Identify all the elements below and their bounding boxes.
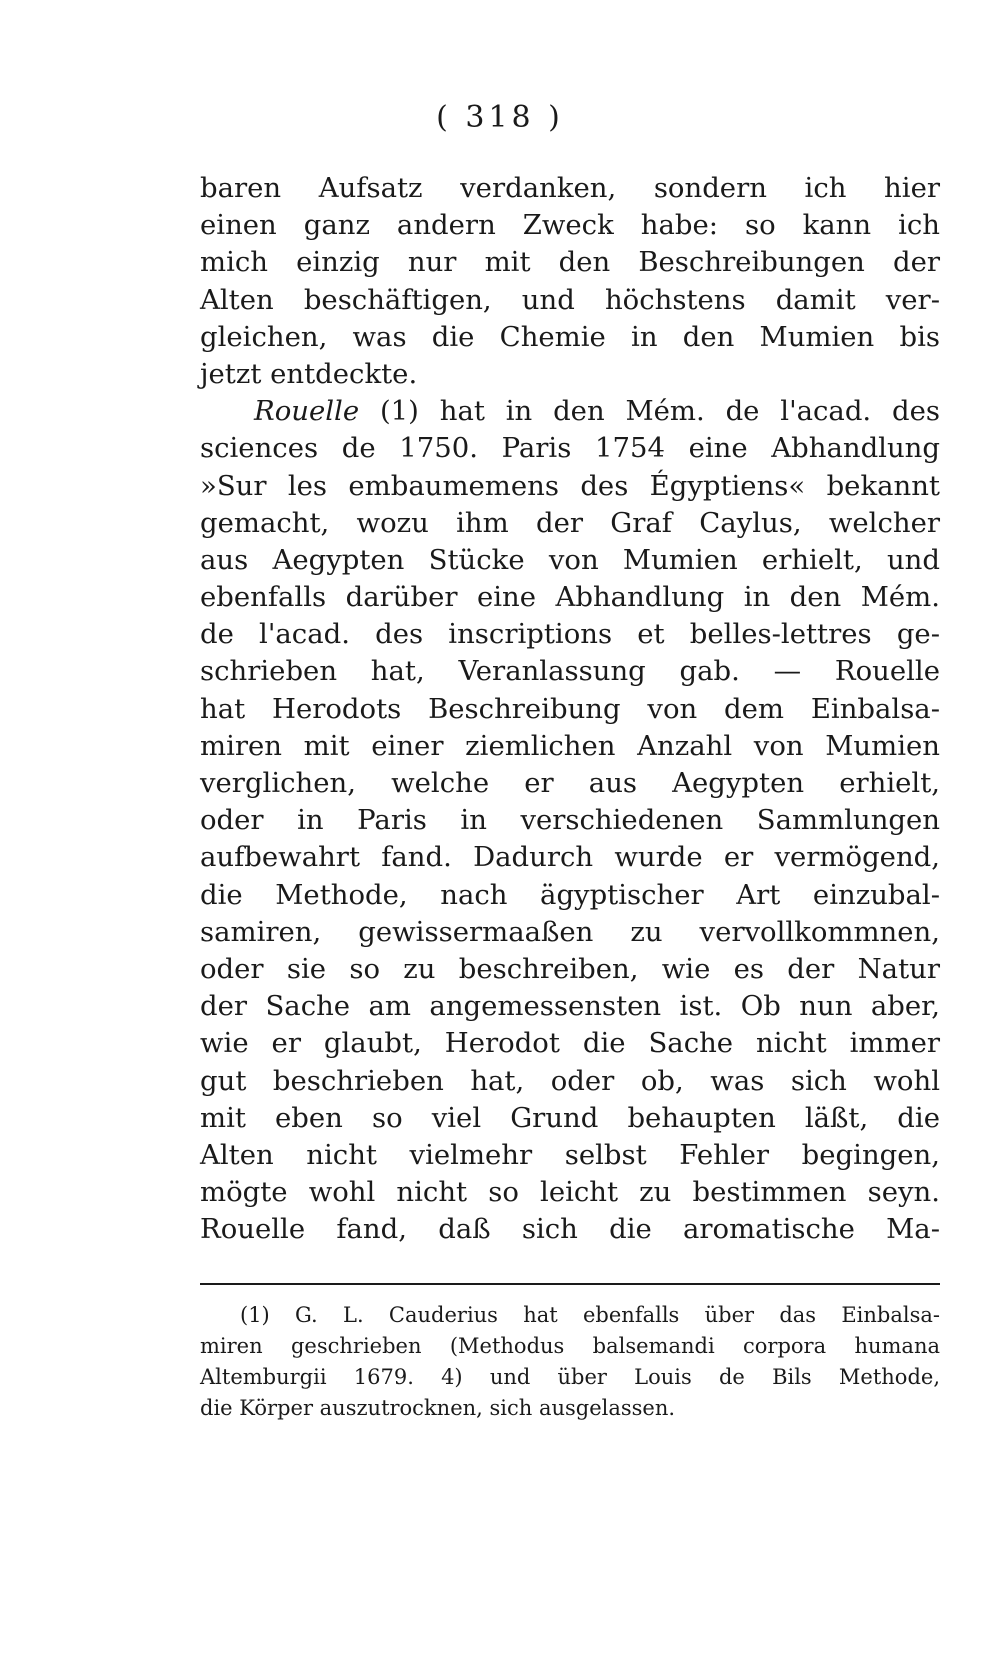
text-line: oder sie so zu beschreiben, wie es der Natur <box>200 952 940 985</box>
text-line: aufbewahrt fand. Dadurch wurde er vermögend, <box>200 841 940 874</box>
text-line: ebenfalls darüber eine Abhandlung in den Mém. <box>200 581 940 614</box>
text-line-rouelle <box>200 393 940 430</box>
text-line: Alten beschäftigen, und höchstens damit ver- <box>200 283 940 316</box>
footnote-line: Altemburgii 1679. 4) und über Louis de Bils Methode, <box>200 1365 940 1389</box>
text-line: mich einzig nur mit den Beschreibungen der <box>200 246 940 279</box>
body-text <box>200 170 940 1248</box>
text-line: schrieben hat, Veranlassung gab. — Rouelle <box>200 655 940 688</box>
author-name: Rouelle <box>254 395 360 428</box>
footnote-divider <box>200 1283 940 1285</box>
text-line: gut beschrieben hat, oder ob, was sich wohl <box>200 1064 940 1097</box>
text-line: die Methode, nach ägyptischer Art einzubal- <box>200 878 940 911</box>
text-line: samiren, gewissermaaßen zu vervollkommnen, <box>200 915 940 948</box>
text-line: hat Herodots Beschreibung von dem Einbalsa- <box>200 692 940 725</box>
text-line: gemacht, wozu ihm der Graf Caylus, welcher <box>200 506 940 539</box>
footnote-line: miren geschrieben (Methodus balsemandi corpora humana <box>200 1334 940 1358</box>
footnote-reference: (1) <box>379 395 419 428</box>
text-line: Alten nicht vielmehr selbst Fehler begingen, <box>200 1138 940 1171</box>
text-line: wie er glaubt, Herodot die Sache nicht immer <box>200 1027 940 1060</box>
text-line: einen ganz andern Zweck habe: so kann ich <box>200 209 940 242</box>
footnote <box>200 1300 940 1424</box>
text-line: miren mit einer ziemlichen Anzahl von Mumien <box>200 729 940 762</box>
text-line: jetzt entdeckte. <box>200 357 418 390</box>
text-line: verglichen, welche er aus Aegypten erhielt, <box>200 767 940 799</box>
text-line: Rouelle fand, daß sich die aromatische Ma- <box>200 1213 940 1246</box>
page-number: ( 318 ) <box>436 100 564 135</box>
footnote-line: die Körper auszutrocknen, sich ausgelassen. <box>200 1396 676 1420</box>
text-line: mögte wohl nicht so leicht zu bestimmen seyn. <box>200 1176 940 1209</box>
footnote-line: (1) G. L. Cauderius hat ebenfalls über das Einbalsa- <box>240 1303 940 1327</box>
text-line: de l'acad. des inscriptions et belles-lettres ge- <box>200 618 940 651</box>
text-line: gleichen, was die Chemie in den Mumien bis <box>200 320 940 353</box>
text-line: aus Aegypten Stücke von Mumien erhielt, und <box>200 543 940 576</box>
text-line: oder in Paris in verschiedenen Sammlungen <box>200 804 940 837</box>
text-line: mit eben so viel Grund behaupten läßt, die <box>200 1101 940 1134</box>
text-line: »Sur les embaumemens des Égyptiens« bekannt <box>200 469 940 502</box>
text-line: baren Aufsatz verdanken, sondern ich hier <box>200 172 940 204</box>
text-line: sciences de 1750. Paris 1754 eine Abhandlung <box>200 432 940 465</box>
text-fragment: hat in den Mém. de l'acad. des <box>439 395 940 428</box>
text-line: der Sache am angemessensten ist. Ob nun aber, <box>200 990 940 1023</box>
